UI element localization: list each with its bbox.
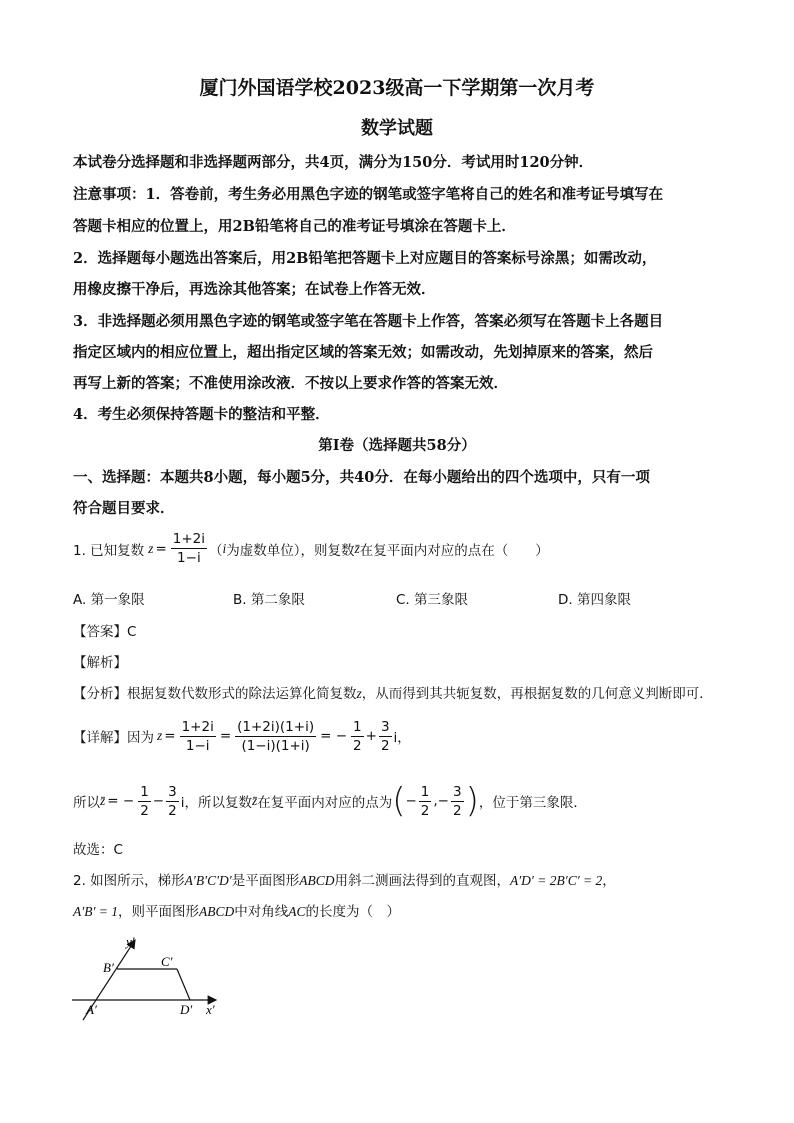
- detail-eq-minus: = −: [320, 728, 348, 744]
- intro-line-3: 答题卡相应的位置上，用2B铅笔将自己的准考证号填涂在答题卡上．: [73, 218, 516, 235]
- q1-option-c: C. 第三象限: [396, 592, 469, 608]
- q2-ab-eq: A′B′ = 1: [73, 904, 119, 919]
- q1-tail: 在复平面内对应的点在（ ）: [359, 542, 549, 559]
- so-frac-2: [166, 783, 179, 820]
- q1-conclusion: 所以 z̄ = − $\frac{1}{2}$ − $\frac{3}{2}$ i，所以复数 z̄ 在复平面内对应的点为 ( − $\frac{1}{2}$ ,− $\frac{3}{2}$ ) ，位于第三象限．: [73, 781, 587, 821]
- q1-detail: 【详解】 因为 z = $\frac{1+2i}{1-i}$ = $\frac{(1+2i)(1+i)}{(1-i)(1+i)}$ = − $\frac{1}{2}$ + $\frac{3}{2}$ i，: [73, 718, 411, 754]
- q1-mid: 为虚数单位），则复数: [226, 542, 355, 559]
- q1-zbar: z̄: [354, 540, 360, 556]
- exam-subtitle: 数学试题: [361, 118, 433, 139]
- q1-option-d: D. 第四象限: [558, 592, 631, 608]
- q2-trapezoid-figure: [66, 930, 236, 1026]
- detail-half-num: 1: [353, 718, 362, 735]
- fenxi-text-a: 根据复数代数形式的除法运算化简复数: [127, 686, 357, 702]
- intro-line-4: 2．选择题每小题选出答案后，用2B铅笔把答题卡上对应题目的答案标号涂黑；如需改动，: [73, 250, 657, 267]
- label-y: y′: [126, 934, 135, 949]
- label-a: A′: [86, 1002, 97, 1017]
- so-frac-1: [138, 783, 151, 820]
- so-frac-1-den: 2: [140, 802, 149, 819]
- intro-line-6: 3．非选择题必须用黑色字迹的钢笔或签字笔在答题卡上作答，答案必须写在答题卡上各题目: [73, 313, 664, 330]
- pt-frac-2-num: 3: [453, 783, 462, 800]
- intro-line-5: 用橡皮擦干净后，再选涂其他答案；在试卷上作答无效．: [73, 281, 436, 298]
- q2-text-e: ，则平面图形: [118, 904, 200, 920]
- detail-three-num: 3: [380, 718, 390, 735]
- so-zbar-2: z̄: [251, 793, 258, 808]
- so-frac-2-num: 3: [168, 783, 177, 800]
- pt-frac-2-den: 2: [453, 802, 462, 819]
- pt-frac-1-num: 1: [420, 783, 430, 800]
- intro-line-1: 本试卷分选择题和非选择题两部分，共4页，满分为150分．考试用时120分钟．: [73, 154, 594, 171]
- detail-frac-half: [351, 718, 364, 755]
- so-minus: −: [152, 793, 165, 809]
- q1-z: z: [148, 540, 154, 556]
- section-title: 第Ⅰ卷（选择题共58分）: [318, 437, 476, 454]
- q2-text-d: ，: [602, 873, 616, 889]
- part-instruction-1: 一、选择题：本题共8小题，每小题5分，共40分．在每小题给出的四个选项中，只有一项: [73, 469, 650, 486]
- q2-figure-abcd: ABCD: [299, 873, 335, 888]
- pt-frac-1-den: 2: [420, 802, 430, 819]
- edge-cd: [177, 969, 190, 1000]
- q1-choose: 故选：C: [73, 842, 123, 858]
- answer-label: 【答案】: [73, 624, 127, 640]
- intro-line-7: 指定区域内的相应位置上，超出指定区域的答案无效；如需改动，先划掉原来的答案，然后: [73, 344, 653, 361]
- so-eq: = −: [107, 793, 135, 809]
- so-frac-1-num: 1: [140, 783, 149, 800]
- q2-stem-1: [73, 869, 616, 889]
- detail-because: 因为: [127, 730, 154, 746]
- detail-frac-1-num: 1+2i: [181, 718, 214, 735]
- label-b: B′: [103, 960, 114, 975]
- so-text: 在复平面内对应的点为: [257, 795, 393, 811]
- detail-z: z: [157, 728, 163, 743]
- pt-minus: −: [405, 793, 417, 809]
- q2-text-b: 是平面图形: [231, 873, 300, 889]
- fenxi-z: z: [356, 686, 362, 701]
- detail-plus: +: [365, 728, 377, 744]
- q1-prefix: 1. 已知复数: [73, 542, 145, 559]
- label-c: C′: [161, 954, 173, 969]
- so-frac-2-den: 2: [168, 802, 177, 819]
- pt-comma: ,−: [433, 793, 449, 809]
- q2-text-a: 2. 如图所示，梯形: [73, 873, 185, 889]
- q1-paren-open: （: [209, 542, 223, 559]
- intro-line-9: 4．考生必须保持答题卡的整洁和平整．: [73, 406, 330, 423]
- detail-frac-1: [180, 718, 216, 755]
- q1-fenxi: [73, 682, 713, 702]
- exam-title: 厦门外国语学校2023级高一下学期第一次月考: [199, 77, 595, 99]
- intro-line-2: 注意事项：1．答卷前，考生务必用黑色字迹的钢笔或签字笔将自己的姓名和准考证号填写在: [73, 186, 664, 203]
- so-label: 所以: [73, 795, 100, 811]
- so-i-text: i，所以复数: [180, 795, 252, 811]
- answer-value: C: [127, 624, 137, 640]
- detail-frac-three: [379, 718, 392, 755]
- intro-line-8: 再写上新的答案；不准使用涂改液．不按以上要求作答的答案无效．: [73, 375, 508, 392]
- q2-text-g: 的长度为（ ）: [305, 904, 401, 920]
- part-instruction-2: 符合题目要求．: [73, 500, 175, 517]
- q2-text-f: 中对角线: [234, 904, 289, 920]
- detail-frac-2-den: (1−i)(1+i): [241, 737, 310, 754]
- q1-frac-num: 1+2i: [172, 531, 205, 547]
- q1-frac-den: 1−i: [177, 550, 201, 566]
- q2-diagonal-ac: AC: [288, 904, 306, 919]
- detail-frac-2-num: (1+2i)(1+i): [237, 718, 315, 735]
- q2-length-eq: A′D′ = 2B′C′ = 2: [509, 873, 603, 888]
- fenxi-text-b: ，从而得到其共轭复数，再根据复数的几何意义判断即可．: [361, 686, 713, 702]
- pt-frac-2: [451, 783, 464, 820]
- label-d: D′: [180, 1002, 193, 1017]
- q1-answer: [73, 620, 136, 640]
- q1-option-b: B. 第二象限: [233, 592, 305, 608]
- so-end: ，位于第三象限．: [478, 795, 587, 811]
- q1-fraction: [171, 530, 207, 567]
- q1-option-a: A. 第一象限: [73, 592, 145, 608]
- detail-frac-2: [235, 718, 316, 755]
- detail-label: 【详解】: [73, 730, 127, 746]
- label-x: x′: [206, 1002, 215, 1017]
- detail-frac-1-den: 1−i: [185, 737, 210, 754]
- so-zbar: z̄: [100, 793, 106, 808]
- analysis-label: 【解析】: [73, 655, 127, 671]
- detail-half-den: 2: [353, 737, 362, 754]
- q2-trapezoid: A′B′C′D′: [184, 873, 232, 888]
- q1-stem: [73, 530, 549, 567]
- q2-text-c: 用斜二测画法得到的直观图，: [334, 873, 510, 889]
- q1-eq: =: [155, 540, 167, 557]
- pt-frac-1: [419, 783, 432, 820]
- q1-i: i: [222, 540, 227, 556]
- q2-figure-abcd-2: ABCD: [199, 904, 235, 919]
- detail-three-den: 2: [380, 737, 390, 754]
- fenxi-label: 【分析】: [73, 686, 127, 702]
- q2-stem-2: [73, 900, 400, 920]
- detail-tail: i，: [393, 730, 411, 746]
